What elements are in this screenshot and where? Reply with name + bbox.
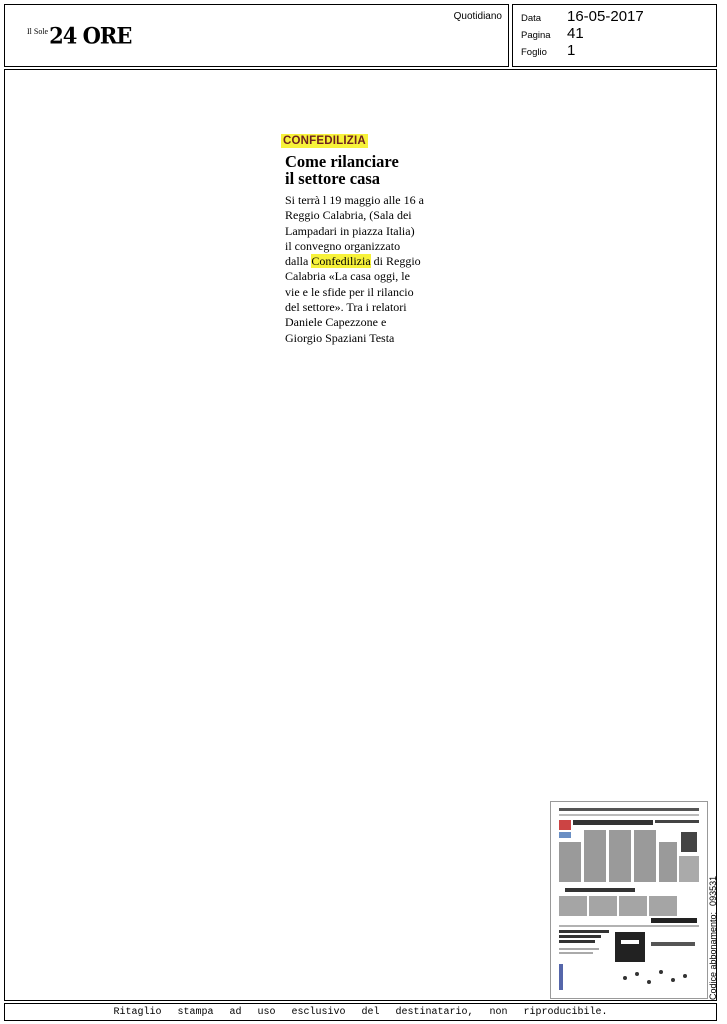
- body-line: del settore». Tra i relatori: [285, 300, 407, 315]
- subscription-code: [708, 876, 718, 1000]
- footer-bar: [4, 1003, 717, 1021]
- newspaper-page-thumbnail-icon: [551, 802, 707, 998]
- body-line: vie e le sfide per il rilancio: [285, 284, 414, 299]
- logo-big-text: 24 ORE: [49, 22, 132, 49]
- header-meta: [512, 4, 717, 67]
- article-clipping: [281, 131, 433, 346]
- article-kicker: CONFEDILIZIA: [283, 135, 366, 147]
- page-thumbnail: [550, 801, 708, 999]
- headline-line: Come rilanciare: [285, 152, 399, 171]
- meta-value: 41: [567, 25, 584, 42]
- meta-value: 16-05-2017: [567, 8, 644, 25]
- meta-row-foglio: [521, 42, 575, 59]
- body-line: Giorgio Spaziani Testa: [285, 330, 395, 345]
- subscription-code-value: 093531: [708, 875, 718, 906]
- highlighted-keyword: Confedilizia: [311, 254, 371, 269]
- footer-disclaimer: Ritaglio stampa ad uso esclusivo del destinatario, non riproducibile.: [113, 1007, 608, 1018]
- meta-label: Data: [521, 13, 542, 24]
- meta-row-pagina: [521, 25, 584, 42]
- header-left: [4, 4, 509, 67]
- body-line: Daniele Capezzone e: [285, 315, 387, 330]
- body-line: Calabria «La casa oggi, le: [285, 269, 410, 284]
- headline-line: il settore casa: [285, 169, 380, 188]
- meta-value: 1: [567, 42, 576, 59]
- article-headline: [285, 153, 433, 187]
- meta-row-data: [521, 8, 644, 25]
- body-line: il convegno organizzato: [285, 238, 401, 253]
- meta-label: Pagina: [521, 30, 551, 41]
- article-body: [285, 193, 433, 346]
- publication-type: Quotidiano: [453, 11, 502, 22]
- body-line: [285, 254, 433, 269]
- meta-label: Foglio: [521, 47, 547, 58]
- logo-small-text: Il Sole: [27, 27, 49, 36]
- body-line: Reggio Calabria, (Sala dei: [285, 208, 412, 223]
- body-fragment: di Reggio: [373, 254, 421, 269]
- body-line: Lampadari in piazza Italia): [285, 223, 415, 238]
- body-line: Si terrà l 19 maggio alle 16 a: [285, 193, 424, 207]
- subscription-code-label: Codice abbonamento:: [708, 911, 718, 1000]
- body-fragment: dalla: [285, 254, 309, 269]
- newspaper-logo: [27, 23, 131, 48]
